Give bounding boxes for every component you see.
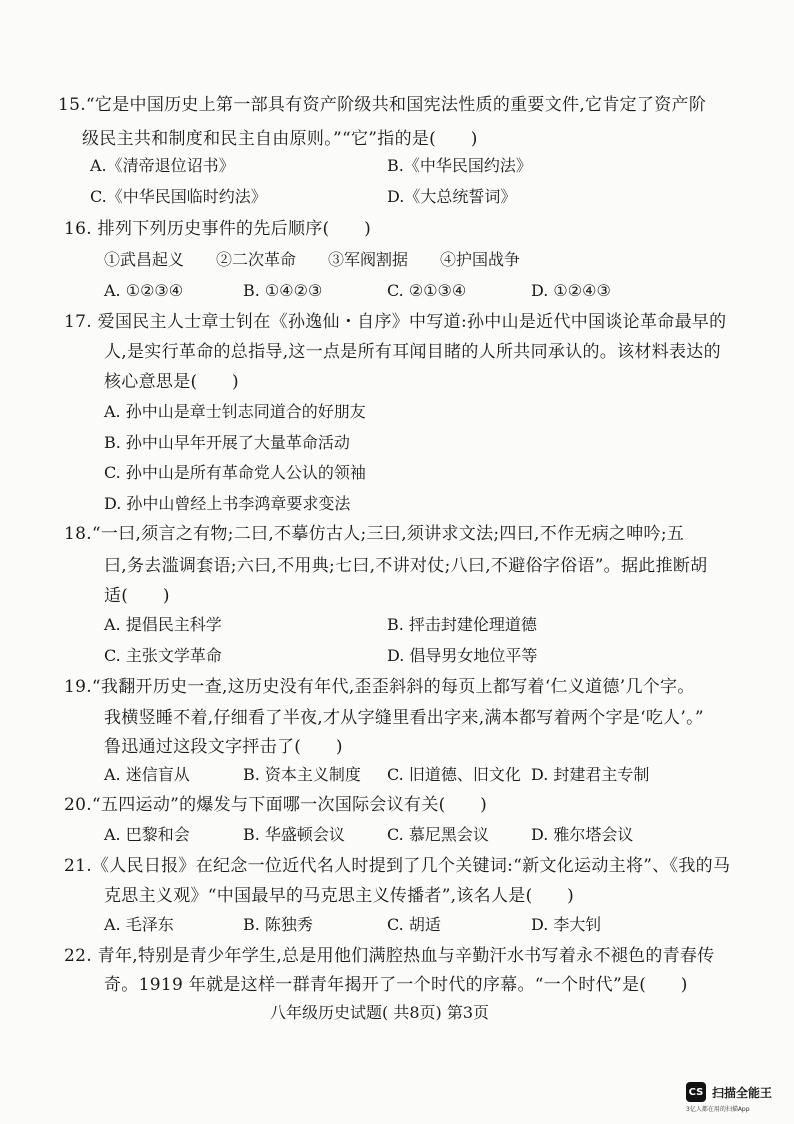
- q16-option-b: B. ①④②③: [243, 281, 323, 300]
- q21-option-b: B. 陈独秀: [243, 915, 313, 934]
- q18-option-d: D. 倡导男女地位平等: [387, 646, 538, 665]
- q21-stem-line2: 克思主义观》“中国最早的马克思主义传播者”,该名人是( ): [104, 886, 575, 906]
- page-footer: 八年级历史试题( 共8页) 第3页: [270, 1003, 490, 1022]
- q16-events: ①武昌起义 ②二次革命 ③军阀割据 ④护国战争: [104, 250, 521, 269]
- q16-option-d: D. ①②④③: [531, 281, 611, 300]
- q21-stem-line1: 21.《人民日报》在纪念一位近代名人时提到了几个关键词:“新文化运动主将”、《我的马: [64, 856, 731, 876]
- q18-stem-line2: 曰,务去滥调套语;六曰,不用典;七曰,不讲对仗;八曰,不避俗字俗语”。据此推断胡: [104, 556, 708, 576]
- q21-option-c: C. 胡适: [387, 915, 441, 934]
- q15-stem-line1: 15.“它是中国历史上第一部具有资产阶级共和国宪法性质的重要文件,它肯定了资产阶: [58, 95, 707, 115]
- q15-option-d: D.《大总统誓词》: [387, 187, 517, 206]
- q19-option-d: D. 封建君主专制: [531, 765, 650, 784]
- q16-option-c: C. ②①③④: [387, 281, 467, 300]
- q16-stem: 16. 排列下列历史事件的先后顺序( ): [64, 219, 372, 239]
- q17-option-d: D. 孙中山曾经上书李鸿章要求变法: [104, 494, 351, 513]
- q22-stem-line1: 22. 青年,特别是青少年学生,总是用他们满腔热血与辛勤汗水书写着永不褪色的青春传: [64, 946, 715, 966]
- q15-option-b: B.《中华民国约法》: [387, 156, 532, 175]
- q18-stem-line3: 适( ): [104, 586, 170, 606]
- q15-stem-line2: 级民主共和制度和民主自由原则。”“它”指的是( ): [82, 129, 478, 149]
- scanner-watermark: [686, 1082, 772, 1102]
- q15-option-a: A.《清帝退位诏书》: [90, 156, 235, 175]
- q19-stem-line2: 我横竖睡不着,仔细看了半夜,才从字缝里看出字来,满本都写着两个字是‘吃人’。”: [104, 708, 704, 728]
- q17-stem-line3: 核心意思是( ): [104, 372, 239, 392]
- q20-option-a: A. 巴黎和会: [104, 825, 190, 844]
- q19-option-b: B. 资本主义制度: [243, 765, 361, 784]
- q19-option-a: A. 迷信盲从: [104, 765, 190, 784]
- q21-option-d: D. 李大钊: [531, 915, 602, 934]
- q18-option-a: A. 提倡民主科学: [104, 615, 222, 634]
- q20-option-b: B. 华盛顿会议: [243, 825, 345, 844]
- q20-stem: 20.“五四运动”的爆发与下面哪一次国际会议有关( ): [64, 795, 488, 815]
- q19-stem-line3: 鲁迅通过这段文字抨击了( ): [104, 737, 343, 757]
- watermark-name: 扫描全能王: [712, 1085, 773, 1100]
- watermark-tagline: 3亿人都在用的扫描App: [686, 1106, 750, 1113]
- q21-option-a: A. 毛泽东: [104, 915, 174, 934]
- q17-option-a: A. 孙中山是章士钊志同道合的好朋友: [104, 402, 366, 421]
- q17-option-c: C. 孙中山是所有革命党人公认的领袖: [104, 463, 366, 482]
- q22-stem-line2: 奇。1919 年就是这样一群青年揭开了一个时代的序幕。“一个时代”是( ): [104, 975, 688, 995]
- q17-stem-line1: 17. 爱国民主人士章士钊在《孙逸仙・自序》中写道:孙中山是近代中国谈论革命最早的: [64, 312, 727, 332]
- camscanner-logo-icon: CS: [686, 1082, 706, 1102]
- q16-option-a: A. ①②③④: [104, 281, 184, 300]
- q18-option-c: C. 主张文学革命: [104, 646, 222, 665]
- q20-option-c: C. 慕尼黑会议: [387, 825, 489, 844]
- q19-stem-line1: 19.“我翻开历史一查,这历史没有年代,歪歪斜斜的每页上都写着‘仁义道德’几个字。: [64, 677, 695, 697]
- q18-stem-line1: 18.“一曰,须言之有物;二曰,不摹仿古人;三曰,须讲求文法;四曰,不作无病之呻吟;五: [64, 524, 685, 544]
- q20-option-d: D. 雅尔塔会议: [531, 825, 634, 844]
- q15-option-c: C.《中华民国临时约法》: [90, 187, 267, 206]
- q17-stem-line2: 人,是实行革命的总指导,这一点是所有耳闻目睹的人所共同承认的。该材料表达的: [104, 342, 721, 362]
- q17-option-b: B. 孙中山早年开展了大量革命活动: [104, 433, 350, 452]
- q19-option-c: C. 旧道德、旧文化: [387, 765, 521, 784]
- q18-option-b: B. 抨击封建伦理道德: [387, 615, 537, 634]
